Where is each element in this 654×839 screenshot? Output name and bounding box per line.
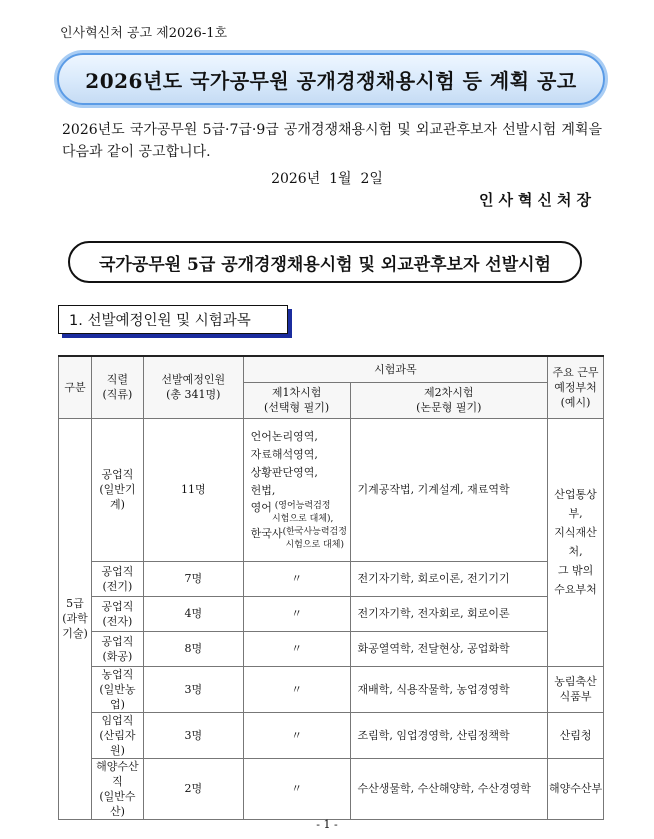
job-cell: 공업직 (전기): [91, 561, 143, 596]
second-exam-cell: 조림학, 임업경영학, 산림정책학: [350, 712, 548, 758]
second-exam-cell: 수산생물학, 수산해양학, 수산경영학: [350, 758, 548, 819]
count-cell: 7명: [143, 561, 243, 596]
signature: 인사혁신처장: [479, 191, 596, 209]
intro-paragraph: 2026년도 국가공무원 5급·7급·9급 공개경쟁채용시험 및 외교관후보자 선발시험 계획을 다음과 같이 공고합니다.: [62, 122, 602, 160]
header-subjects: 시험과목: [243, 356, 547, 382]
english-note: (영어능력검정 시험으로 대체),: [271, 500, 334, 524]
ditto-cell: 〃: [243, 596, 350, 631]
announcement-date: 2026년 1월 2일: [271, 171, 383, 187]
ditto-cell: 〃: [243, 666, 350, 712]
history-note: (한국사능력검정 시험으로 대체): [282, 526, 347, 550]
page-title: 2026년도 국가공무원 공개경쟁채용시험 등 계획 공고: [57, 53, 605, 105]
table-row: [59, 631, 604, 666]
subsection-title: 1. 선발예정인원 및 시험과목: [58, 305, 288, 334]
first-exam-item: 헌법,: [250, 483, 276, 497]
subsection-header: [58, 305, 288, 334]
count-cell: 2명: [143, 758, 243, 819]
section-title: 국가공무원 5급 공개경쟁채용시험 및 외교관후보자 선발시험: [68, 241, 582, 283]
table-row: [59, 712, 604, 758]
second-exam-cell: 전기자기학, 회로이론, 전기기기: [350, 561, 548, 596]
ditto-cell: 〃: [243, 561, 350, 596]
header-category: 구분: [59, 356, 92, 418]
second-exam-cell: 재배학, 식용작물학, 농업경영학: [350, 666, 548, 712]
table-row: [59, 666, 604, 712]
table-row: [59, 596, 604, 631]
job-cell: 공업직 (일반기계): [91, 418, 143, 561]
table-row: [59, 418, 604, 561]
table-row: [59, 561, 604, 596]
job-cell: 농업직 (일반농업): [91, 666, 143, 712]
page-number: - 1 -: [316, 818, 338, 831]
dept-cell: 농림축산 식품부: [548, 666, 604, 712]
table-row: [59, 758, 604, 819]
doc-number: 인사혁신처 공고 제2026-1호: [60, 26, 228, 41]
second-exam-cell: 전기자기학, 전자회로, 회로이론: [350, 596, 548, 631]
second-exam-cell: 화공열역학, 전달현상, 공업화학: [350, 631, 548, 666]
ditto-cell: 〃: [243, 758, 350, 819]
header-dept: 주요 근무 예정부처 (예시): [548, 356, 604, 418]
ditto-cell: 〃: [243, 712, 350, 758]
first-exam-item: 자료해석영역,: [250, 447, 318, 461]
header-first-exam: 제1차시험 (선택형 필기): [243, 382, 350, 418]
count-cell: 3명: [143, 666, 243, 712]
recruitment-table: [58, 355, 604, 820]
dept-cell: 산림청: [548, 712, 604, 758]
job-cell: 공업직 (화공): [91, 631, 143, 666]
ditto-cell: 〃: [243, 631, 350, 666]
dept-cell: 해양수산부: [548, 758, 604, 819]
header-job: 직렬 (직류): [91, 356, 143, 418]
header-planned: 선발예정인원 (총 341명): [143, 356, 243, 418]
history-label: 한국사: [250, 526, 283, 540]
english-label: 영어: [250, 500, 272, 514]
first-exam-cell: [243, 418, 350, 561]
header-second-exam: 제2차시험 (논문형 필기): [350, 382, 548, 418]
second-exam-cell: 기계공작법, 기계설계, 재료역학: [350, 418, 548, 561]
first-exam-item: 언어논리영역,: [250, 429, 318, 443]
first-exam-item: 상황판단영역,: [250, 465, 318, 479]
job-cell: 공업직 (전자): [91, 596, 143, 631]
count-cell: 11명: [143, 418, 243, 561]
category-cell: 5급 (과학 기술): [59, 418, 92, 819]
job-cell: 해양수산직 (일반수산): [91, 758, 143, 819]
count-cell: 4명: [143, 596, 243, 631]
job-cell: 임업직 (산림자원): [91, 712, 143, 758]
dept-cell: 산업통상부, 지식재산처, 그 밖의 수요부처: [548, 418, 604, 666]
count-cell: 3명: [143, 712, 243, 758]
count-cell: 8명: [143, 631, 243, 666]
